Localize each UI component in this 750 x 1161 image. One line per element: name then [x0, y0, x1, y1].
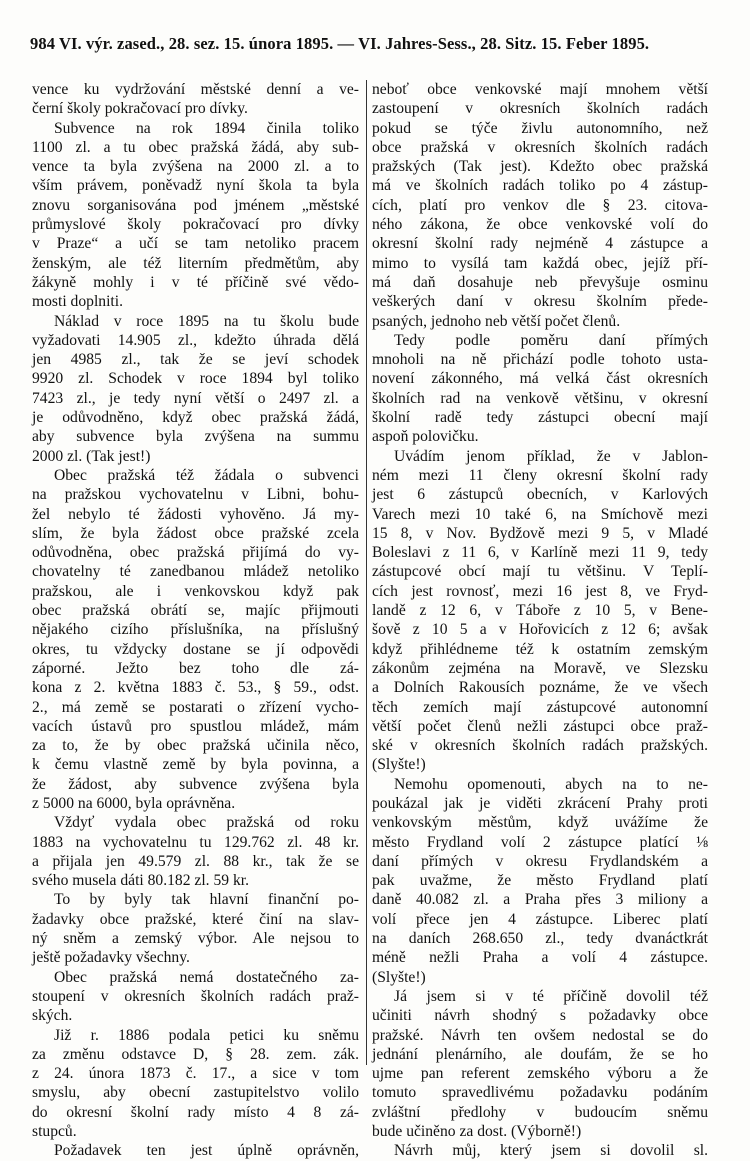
text-line: tomuto spravedlivému požadavku podáním	[372, 1084, 708, 1102]
text-line: těch zemích mají zástupcové autonomní	[372, 698, 708, 716]
text-line: Návrh můj, který jsem si dovolil sl.	[394, 1142, 708, 1160]
text-line: méně nežli Praha a volí 4 zástupce.	[372, 949, 708, 967]
text-line: Obec pražská nemá dostatečného za-	[54, 968, 359, 986]
text-line: stoupení v okresních školních radách praž-	[32, 987, 359, 1005]
text-line: na pražskou vychovatelnu v Libni, bohu-	[32, 486, 359, 504]
text-line: ských.	[32, 1007, 73, 1025]
text-line: bude učiněno za dost. (Výborně!)	[372, 1123, 582, 1141]
text-line: ném mezi 11 členy okresní školní rady	[372, 466, 708, 484]
right-column	[372, 80, 708, 1160]
text-line: venkovským městům, když uvážíme že	[372, 814, 708, 832]
text-line: jen 4985 zl., tak že se jeví schodek	[32, 351, 359, 369]
text-line: (Slyšte!)	[372, 756, 426, 774]
text-line: slím, že byla žádost obce pražské zcela	[32, 524, 359, 542]
text-line: To by byly tak hlavní finanční po-	[54, 891, 359, 909]
text-line: ný sněm a zemský výbor. Ale nejsou to	[32, 930, 359, 948]
text-line: cích, platí pro venkov dle § 23. citova-	[372, 196, 708, 214]
text-line: (Slyšte!)	[372, 968, 426, 986]
text-line: zastoupení v okresních školních radách	[372, 100, 708, 118]
text-line: obce pražská v okresních školních radách	[372, 138, 708, 156]
text-line: větší počet členů nežli zástupci obce praž-	[372, 717, 708, 735]
text-line: aspoň polovičku.	[372, 428, 479, 446]
text-line: černí školy pokračovací pro dívky.	[32, 100, 248, 118]
text-line: vence ku vydržování městské denní a ve-	[32, 81, 359, 98]
text-line: ské v okresních školních radách pražských.	[372, 737, 708, 755]
text-line: učiniti návrh shodný s požadavky obce	[372, 1007, 708, 1025]
text-line: 2000 zl. (Tak jest!)	[32, 447, 151, 465]
text-line: a Dolních Rakousích poznáme, že ve všech	[372, 679, 708, 697]
text-line: žadavky obce pražské, které činí na slav-	[32, 910, 359, 928]
text-line: Náklad v roce 1895 na tu školu bude	[54, 312, 359, 330]
text-line: žel nebylo té žádosti vyhověno. Já my-	[32, 505, 359, 523]
column-divider	[366, 80, 367, 1065]
text-line: do okresní školní rady místo 4 8 zá-	[32, 1103, 359, 1121]
text-line: znovu sorganisována pod jménem „městské	[32, 196, 359, 214]
text-line: chovatelny té zanedbanou mládež netoliko	[32, 563, 359, 581]
text-line: Vždyť vydala obec pražská od roku	[54, 814, 359, 832]
text-line: má ve školních radách toliko po 4 zástup-	[372, 177, 708, 195]
text-line: vacích ústavů pro spustlou mládež, mám	[32, 717, 359, 735]
text-line: Uvádím jenom příklad, že v Jablon-	[394, 447, 708, 465]
text-line: 15 8, v Nov. Bydžově mezi 9 5, v Mladé	[372, 524, 708, 542]
text-line: za změnu odstavce D, § 28. zem. zák.	[32, 1045, 359, 1063]
text-line: průmyslové školy pokračovací pro dívky	[32, 216, 359, 234]
text-line: vším právem, poněvadž nyní škola ta byla	[32, 177, 359, 195]
text-line: psaných, jednoho neb větší počet členů.	[372, 312, 621, 330]
text-line: záporné. Ježto bez toho dle zá-	[32, 659, 359, 677]
text-line: veškerých daní v okresu školním přede-	[372, 293, 708, 311]
text-line: svého musela dáti 80.182 zl. 59 kr.	[32, 872, 249, 890]
text-line: školních rad na venkově většinu, v okresní	[372, 389, 708, 407]
text-line: pokud se týče živlu autonomního, než	[372, 119, 708, 137]
text-line: město Frydland volí 2 zástupce platící ⅛	[372, 833, 708, 851]
text-line: zástupcové obcí mají tu většinu. V Teplí-	[372, 563, 708, 581]
text-line: okresní školní rady nejméně 4 zástupce a	[372, 235, 708, 253]
text-line: pražskou, ale i venkovskou když pak	[32, 582, 359, 600]
text-line: kona z 2. května 1883 č. 53., § 59., odst.	[32, 679, 359, 697]
text-line: pražských (Tak jest). Kdežto obec pražská	[372, 158, 708, 176]
text-line: aby subvence byla zvýšena na summu	[32, 428, 359, 446]
text-line: Já jsem si v té příčině dovolil též	[394, 987, 708, 1005]
text-line: mimo to vysílá tam každá obec, jejíž pří-	[372, 254, 708, 272]
text-line: pražské. Návrh ten ovšem nedostal se do	[372, 1026, 708, 1044]
text-line: zvláštní předlohy v budoucím sněmu	[372, 1103, 708, 1121]
text-line: zákonům zejména na Moravě, ve Slezsku	[372, 659, 708, 677]
text-line: vyžadovati 14.905 zl., kdežto úhrada dělá	[32, 331, 359, 349]
text-line: landě z 12 6, v Táboře z 10 5, v Bene-	[372, 602, 708, 620]
text-line: nějakého cizího příslušníka, na příslušný	[32, 621, 359, 639]
text-line: daní přímých v okresu Frydlandském a	[372, 852, 708, 870]
text-line: šově z 10 5 a v Hořovicích z 12 6; avšak	[372, 621, 708, 639]
text-line: když přihlédneme též k ostatním zemským	[372, 640, 708, 658]
text-line: stupců.	[32, 1123, 77, 1141]
text-line: ženským, ale též literním předmětům, aby	[32, 254, 359, 272]
text-line: 1100 zl. a tu obec pražská žádá, aby sub-	[32, 138, 359, 156]
text-line: jest 6 zástupců obecních, v Karlových	[372, 486, 708, 504]
text-line: Požadavek ten jest úplně oprávněn,	[54, 1142, 359, 1160]
text-line: v Praze“ a učí se tam netoliko pracem	[32, 235, 359, 253]
text-line: mnoholi na ně přichází podle tohoto usta-	[372, 351, 708, 369]
left-column	[32, 80, 359, 1160]
text-line: ujme pan referent zemského výboru a že	[372, 1065, 708, 1083]
text-line: novení zákonného, má velká část okresních	[372, 370, 708, 388]
text-line: 7423 zl., je tedy nyní větší o 2497 zl. a	[32, 389, 359, 407]
text-line: Nemohu opomenouti, abych na to ne-	[394, 775, 708, 793]
text-line: je odůvodněno, když obec pražská žádá,	[32, 409, 359, 427]
text-line: z 5000 na 6000, byla oprávněna.	[32, 794, 236, 812]
text-line: smyslu, aby obecní zastupitelstvo volilo	[32, 1084, 359, 1102]
text-line: ného zákona, že obce venkovské volí do	[372, 216, 708, 234]
text-line: z 24. února 1873 č. 17., a sice v tom	[32, 1065, 359, 1083]
text-line: za to, že by obec pražská učinila něco,	[32, 737, 359, 755]
text-line: žákyně mohly i v té příčině své vědo-	[32, 273, 359, 291]
text-line: Již r. 1886 podala petici ku sněmu	[54, 1026, 359, 1044]
text-line: pak uvažme, že město Frydland platí	[372, 872, 708, 890]
text-line: jednání plenárního, ale doufám, že se ho	[372, 1045, 708, 1063]
text-line: odůvodněna, obec pražská přijímá do vy-	[32, 544, 359, 562]
text-line: Varech mezi 10 také 6, na Smíchově mezi	[372, 505, 708, 523]
text-line: okres, tu vždycky dostane se jí odpovědi	[32, 640, 359, 658]
text-line: že žádost, aby subvence zvýšena byla	[32, 775, 359, 793]
text-line: 9920 zl. Schodek v roce 1894 byl toliko	[32, 370, 359, 388]
text-line: vence ta byla zvýšena na 2000 zl. a to	[32, 158, 359, 176]
text-line: má daň dosahuje neb převyšuje osminu	[372, 273, 708, 291]
text-line: školní radě tedy zástupci obecní mají	[372, 409, 708, 427]
text-line: a přijala jen 49.579 zl. 88 kr., tak že se	[32, 852, 359, 870]
text-line: obec pražská obrátí se, majíc přijmouti	[32, 602, 359, 620]
text-line: Subvence na rok 1894 činila toliko	[54, 119, 359, 137]
text-line: k čemu vlastně země by byla povinna, a	[32, 756, 359, 774]
text-line: na daních 268.650 zl., tedy dvanáctkrát	[372, 930, 708, 948]
text-line: cích jest rovnosť, mezi 16 jest 8, ve Fryd-	[372, 582, 708, 600]
text-line: neboť obce venkovské mají mnohem větší	[372, 81, 708, 98]
text-line: Obec pražská též žádala o subvenci	[54, 466, 359, 484]
page-header: 984 VI. výr. zased., 28. sez. 15. února 1895. — VI. Jahres-Sess., 28. Sitz. 15. Feber 1895.	[30, 34, 650, 53]
text-line: 2., má země se postarati o zřízení vycho-	[32, 698, 359, 716]
text-line: Tedy podle poměru daní přímých	[394, 331, 708, 349]
text-line: mosti doplniti.	[32, 293, 123, 311]
text-line: 1883 na vychovatelnu tu 129.762 zl. 48 kr.	[32, 833, 359, 851]
text-line: Boleslavi z 11 6, v Karlíně mezi 11 9, tedy	[372, 544, 708, 562]
text-line: ještě požadavky všechny.	[32, 949, 190, 967]
text-line: volí přece jen 4 zástupce. Liberec platí	[372, 910, 708, 928]
text-line: poukázal jak je viděti zkrácení Prahy proti	[372, 794, 708, 812]
text-line: daně 40.082 zl. a Praha přes 3 miliony a	[372, 891, 708, 909]
